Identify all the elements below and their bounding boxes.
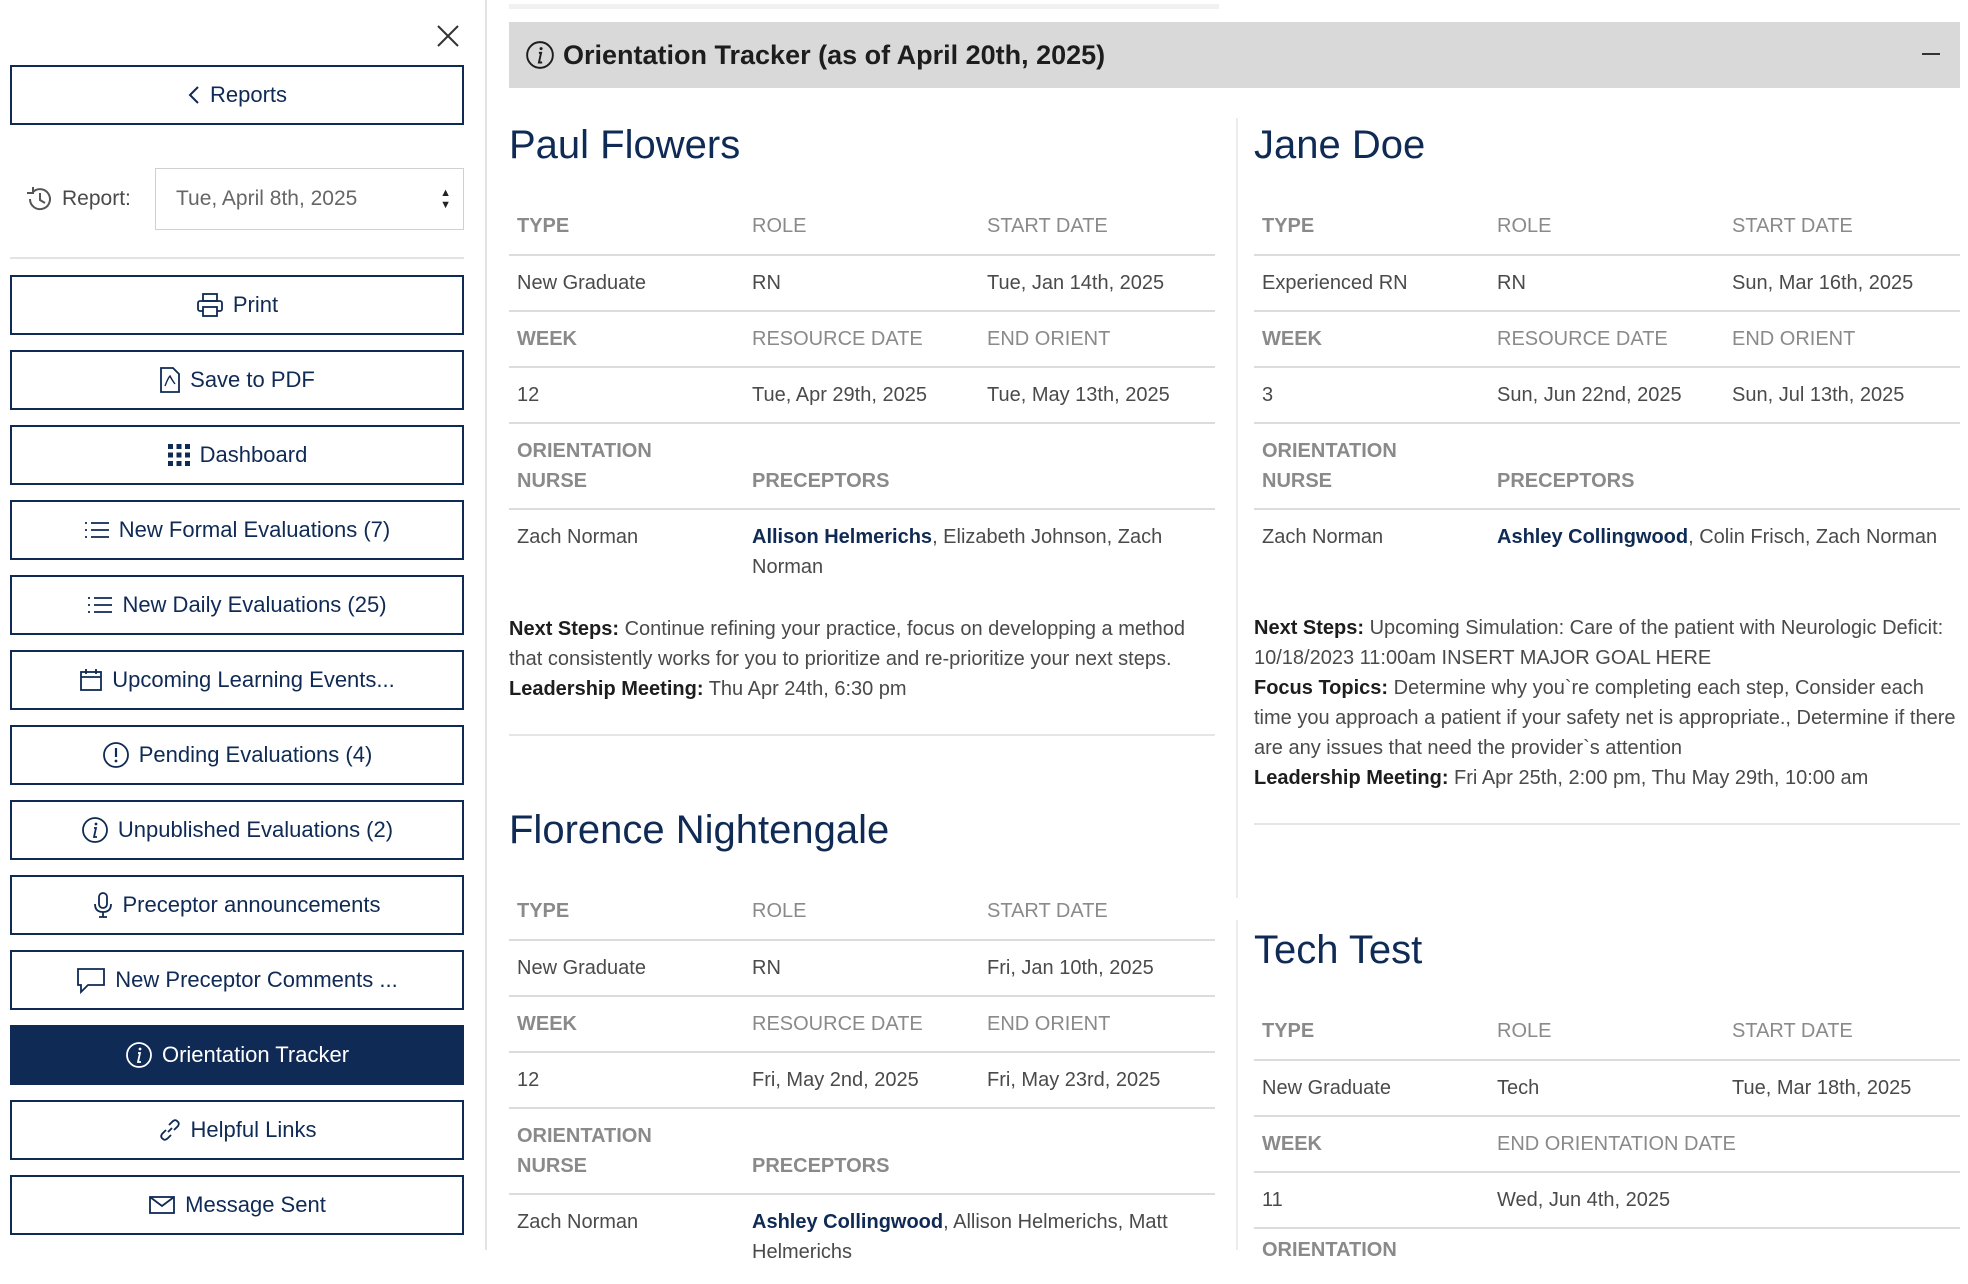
resource-date-value: Tue, Apr 29th, 2025: [744, 367, 979, 423]
start-date-value: Sun, Mar 16th, 2025: [1724, 255, 1960, 311]
type-header: TYPE: [509, 884, 744, 940]
orientee-name: Florence Nightengale: [509, 808, 890, 852]
sidebar: [0, 0, 487, 1250]
preceptor-announcements-label: Preceptor announcements: [122, 892, 381, 917]
card-divider: [509, 734, 1215, 736]
report-label-group: [10, 183, 155, 215]
start-date-value: Fri, Jan 10th, 2025: [979, 940, 1215, 996]
message-sent-button[interactable]: [10, 1175, 464, 1235]
orientation-tracker-label: Orientation Tracker: [161, 1042, 350, 1067]
end-orient-header: END ORIENT: [979, 311, 1215, 367]
back-to-reports-button[interactable]: [10, 65, 464, 125]
link-icon: [158, 1118, 182, 1142]
envelope-icon: [148, 1194, 176, 1216]
orientee-name: Jane Doe: [1254, 123, 1426, 167]
start-date-header: START DATE: [1724, 199, 1960, 255]
start-date-header: START DATE: [979, 884, 1215, 940]
chevron-left-icon: [187, 84, 201, 106]
pdf-file-icon: [159, 366, 181, 394]
orientation-nurse-header: ORIENTATION NURSE: [1254, 423, 1489, 509]
week-header: WEEK: [1254, 1116, 1489, 1172]
type-header: TYPE: [1254, 199, 1489, 255]
unpublished-evaluations-button[interactable]: [10, 800, 464, 860]
week-value: 3: [1254, 367, 1489, 423]
end-orientation-date-header: END ORIENTATION DATE: [1489, 1116, 1960, 1172]
helpful-links-label: Helpful Links: [190, 1117, 317, 1142]
end-orientation-date-value: Wed, Jun 4th, 2025: [1489, 1172, 1960, 1228]
close-icon[interactable]: [434, 22, 462, 50]
dashboard-label: Dashboard: [199, 442, 308, 467]
preceptors-value: Ashley Collingwood, Allison Helmerichs, Matt Helmerichs: [752, 1211, 1168, 1263]
orientation-tracker-header[interactable]: [509, 22, 1960, 88]
orientee-card: [509, 115, 1215, 736]
resource-date-header: RESOURCE DATE: [744, 996, 979, 1052]
upcoming-learning-events-label: Upcoming Learning Events...: [112, 667, 395, 692]
orientee-card: [1254, 115, 1960, 825]
orientee-card: [509, 800, 1215, 1267]
new-formal-evaluations-label: New Formal Evaluations (7): [118, 517, 391, 542]
role-header: ROLE: [744, 199, 979, 255]
info-circle-icon: [81, 816, 109, 844]
new-daily-evaluations-button[interactable]: [10, 575, 464, 635]
save-pdf-label: Save to PDF: [190, 367, 315, 392]
start-date-header: START DATE: [979, 199, 1215, 255]
preceptors-header: PRECEPTORS: [744, 423, 1215, 509]
list-icon: [84, 520, 110, 540]
start-date-value: Tue, Jan 14th, 2025: [979, 255, 1215, 311]
week-value: 11: [1254, 1172, 1489, 1228]
orientee-name: Paul Flowers: [509, 123, 741, 167]
info-circle-icon: [125, 1041, 153, 1069]
orientation-tracker-button[interactable]: [10, 1025, 464, 1085]
orientee-notes: Next Steps: Continue refining your practice, focus on developping a method that consistently works for you to prioritize and re-prioritize your next steps. Leadership Meeting: Thu Apr 24th, 6:30 pm: [509, 618, 1185, 700]
role-header: ROLE: [1489, 199, 1724, 255]
end-orient-value: Tue, May 13th, 2025: [979, 367, 1215, 423]
type-header: TYPE: [509, 199, 744, 255]
orientee-table: [509, 884, 1215, 1267]
list-icon: [87, 595, 113, 615]
orientee-name: Tech Test: [1254, 928, 1423, 972]
print-button[interactable]: [10, 275, 464, 335]
role-value: RN: [1489, 255, 1724, 311]
microphone-icon: [93, 891, 113, 919]
alert-circle-icon: [102, 741, 130, 769]
orientation-nurse-value: Zach Norman: [517, 526, 639, 548]
new-preceptor-comments-label: New Preceptor Comments ...: [115, 967, 398, 992]
resource-date-value: Sun, Jun 22nd, 2025: [1489, 367, 1724, 423]
preceptors-header: PRECEPTORS: [744, 1108, 1215, 1194]
orientee-notes: Next Steps: Upcoming Simulation: Care of the patient with Neurologic Deficit: 10/18/2023 11:00am INSERT MAJOR GOAL HERE Focus Topics: Determine why you`re completing each step, Consider each time you approach a patient if your safety net is appropriate., Determine if there are any issues that need the provider`s attention Leadership Meeting: Fri Apr 25th, 2:00 pm, Thu May 29th, 10:00 am: [1254, 617, 1956, 789]
week-value: 12: [509, 1052, 744, 1108]
end-orient-value: Fri, May 23rd, 2025: [979, 1052, 1215, 1108]
column-separator: [1236, 920, 1238, 1250]
calendar-icon: [79, 668, 103, 692]
resource-date-header: RESOURCE DATE: [1489, 311, 1724, 367]
role-value: Tech: [1489, 1060, 1724, 1116]
upcoming-learning-events-button[interactable]: [10, 650, 464, 710]
role-header: ROLE: [1489, 1004, 1724, 1060]
report-date-select[interactable]: [155, 168, 464, 230]
role-value: RN: [744, 940, 979, 996]
end-orient-header: END ORIENT: [979, 996, 1215, 1052]
back-label: Reports: [209, 82, 288, 107]
pending-evaluations-label: Pending Evaluations (4): [138, 742, 373, 767]
orientee-table: [1254, 199, 1960, 581]
end-orient-value: Sun, Jul 13th, 2025: [1724, 367, 1960, 423]
info-circle-icon: [525, 40, 555, 70]
role-value: RN: [744, 255, 979, 311]
resource-date-header: RESOURCE DATE: [744, 311, 979, 367]
orientation-nurse-header: ORIENTATION NURSE: [509, 1108, 744, 1194]
save-pdf-button[interactable]: [10, 350, 464, 410]
dashboard-button[interactable]: [10, 425, 464, 485]
type-value: New Graduate: [509, 940, 744, 996]
end-orient-header: END ORIENT: [1724, 311, 1960, 367]
unpublished-evaluations-label: Unpublished Evaluations (2): [117, 817, 394, 842]
role-header: ROLE: [744, 884, 979, 940]
report-selector-row: [10, 168, 464, 230]
header-title: Orientation Tracker (as of April 20th, 2025): [563, 39, 1106, 70]
preceptors-value: Ashley Collingwood, Colin Frisch, Zach Norman: [1497, 526, 1938, 548]
report-label: Report:: [62, 187, 131, 210]
type-value: New Graduate: [1254, 1060, 1489, 1116]
top-scroll-shadow: [509, 4, 1219, 9]
print-label: Print: [232, 292, 279, 317]
divider: [10, 257, 464, 259]
new-daily-evaluations-label: New Daily Evaluations (25): [122, 592, 387, 617]
orientation-nurse-value: Zach Norman: [1262, 526, 1384, 548]
new-formal-evaluations-button[interactable]: [10, 500, 464, 560]
type-value: Experienced RN: [1254, 255, 1489, 311]
helpful-links-button[interactable]: [10, 1100, 464, 1160]
week-header: WEEK: [1254, 311, 1489, 367]
resource-date-value: Fri, May 2nd, 2025: [744, 1052, 979, 1108]
week-value: 12: [509, 367, 744, 423]
grid-dots-icon: [167, 443, 191, 467]
pending-evaluations-button[interactable]: [10, 725, 464, 785]
new-preceptor-comments-button[interactable]: [10, 950, 464, 1010]
start-date-value: Tue, Mar 18th, 2025: [1724, 1060, 1960, 1116]
collapse-icon[interactable]: [1922, 53, 1940, 55]
orientee-card: [1254, 920, 1960, 1284]
orientation-nurse-header: ORIENTATION NURSE: [509, 423, 744, 509]
orientee-table: [509, 199, 1215, 582]
preceptor-announcements-button[interactable]: [10, 875, 464, 935]
message-sent-label: Message Sent: [185, 1192, 326, 1217]
select-arrows-icon: ▲ ▼: [440, 187, 451, 211]
orientee-table: [1254, 1004, 1960, 1284]
preceptors-header: PRECEPTORS: [1489, 423, 1960, 509]
main-content: [509, 0, 1968, 1263]
type-value: New Graduate: [509, 255, 744, 311]
week-header: WEEK: [509, 311, 744, 367]
report-date-value: Tue, April 8th, 2025: [176, 187, 358, 210]
preceptors-value: Allison Helmerichs, Elizabeth Johnson, Zach Norman: [752, 526, 1163, 578]
printer-icon: [196, 292, 224, 318]
orientation-nurse-header: ORIENTATION: [1262, 1239, 1397, 1261]
start-date-header: START DATE: [1724, 1004, 1960, 1060]
week-header: WEEK: [509, 996, 744, 1052]
orientation-nurse-value: Zach Norman: [517, 1211, 639, 1233]
comment-icon: [76, 966, 106, 994]
column-separator: [1236, 118, 1238, 898]
card-divider: [1254, 823, 1960, 825]
history-icon: [24, 183, 56, 215]
type-header: TYPE: [1254, 1004, 1489, 1060]
